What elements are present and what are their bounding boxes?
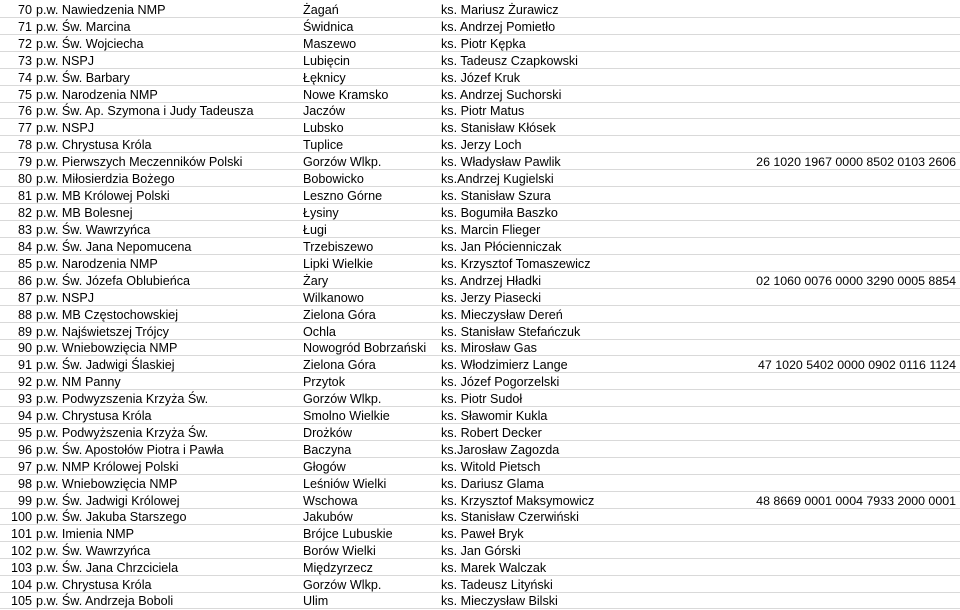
parish-name: p.w. Św. Jana Chrzciciela xyxy=(36,561,179,575)
priest-name: ks. Marcin Flieger xyxy=(441,223,541,237)
row-number: 77 xyxy=(17,121,32,135)
row-number: 97 xyxy=(17,460,32,474)
town-name: Drożków xyxy=(303,426,352,440)
row-number: 89 xyxy=(17,325,32,339)
row-number: 96 xyxy=(17,443,32,457)
parish-name: p.w. Najświetszej Trójcy xyxy=(36,325,169,339)
priest-name: ks. Stanisław Stefańczuk xyxy=(441,325,581,339)
town-name: Nowe Kramsko xyxy=(303,88,389,102)
row-divider xyxy=(0,220,960,221)
row-divider xyxy=(0,85,960,86)
row-number: 87 xyxy=(17,291,32,305)
row-number: 98 xyxy=(17,477,32,491)
parish-name: p.w. Św. Apostołów Piotra i Pawła xyxy=(36,443,224,457)
row-number: 73 xyxy=(17,54,32,68)
town-name: Gorzów Wlkp. xyxy=(303,578,382,592)
row-number: 90 xyxy=(17,341,32,355)
priest-name: ks. Jan Górski xyxy=(441,544,521,558)
row-divider xyxy=(0,288,960,289)
priest-name: ks. Krzysztof Tomaszewicz xyxy=(441,257,591,271)
row-number: 79 xyxy=(17,155,32,169)
priest-name: ks.Andrzej Kugielski xyxy=(441,172,554,186)
parish-name: p.w. NSPJ xyxy=(36,291,95,305)
row-number: 82 xyxy=(17,206,32,220)
parish-name: p.w. Św. Marcina xyxy=(36,20,131,34)
priest-name: ks. Tadeusz Lityński xyxy=(441,578,553,592)
row-divider xyxy=(0,203,960,204)
row-divider xyxy=(0,118,960,119)
row-divider xyxy=(0,608,960,609)
parish-name: p.w. Św. Wawrzyńca xyxy=(36,223,151,237)
row-divider xyxy=(0,474,960,475)
parish-name: p.w. Św. Jadwigi Królowej xyxy=(36,494,180,508)
parish-name: p.w. Wniebowzięcia NMP xyxy=(36,477,178,491)
town-name: Jaczów xyxy=(303,104,345,118)
row-number: 72 xyxy=(17,37,32,51)
priest-name: ks. Marek Walczak xyxy=(441,561,547,575)
row-number: 100 xyxy=(10,510,32,524)
row-divider xyxy=(0,237,960,238)
row-divider xyxy=(0,135,960,136)
priest-name: ks. Andrzej Pomietło xyxy=(441,20,556,34)
town-name: Leszno Górne xyxy=(303,189,383,203)
row-number: 86 xyxy=(17,274,32,288)
row-number: 75 xyxy=(17,88,32,102)
parish-name: p.w. NSPJ xyxy=(36,54,95,68)
row-divider xyxy=(0,372,960,373)
town-name: Lubsko xyxy=(303,121,344,135)
priest-name: ks. Piotr Sudoł xyxy=(441,392,523,406)
row-divider xyxy=(0,254,960,255)
row-divider xyxy=(0,51,960,52)
priest-name: ks. Robert Decker xyxy=(441,426,542,440)
town-name: Zielona Góra xyxy=(303,308,376,322)
row-number: 71 xyxy=(17,20,32,34)
row-divider xyxy=(0,271,960,272)
priest-name: ks.Jarosław Zagozda xyxy=(441,443,560,457)
row-number: 102 xyxy=(10,544,32,558)
parish-name: p.w. Pierwszych Meczenników Polski xyxy=(36,155,243,169)
row-divider xyxy=(0,169,960,170)
priest-name: ks. Dariusz Glama xyxy=(441,477,544,491)
row-number: 104 xyxy=(10,578,32,592)
parish-name: p.w. MB Częstochowskiej xyxy=(36,308,179,322)
priest-name: ks. Jerzy Piasecki xyxy=(441,291,542,305)
town-name: Trzebiszewo xyxy=(303,240,374,254)
parish-name: p.w. Nawiedzenia NMP xyxy=(36,3,166,17)
town-name: Smolno Wielkie xyxy=(303,409,390,423)
row-divider xyxy=(0,524,960,525)
parish-name: p.w. NM Panny xyxy=(36,375,121,389)
town-name: Ulim xyxy=(303,594,329,608)
town-name: Zielona Góra xyxy=(303,358,376,372)
town-name: Brójce Lubuskie xyxy=(303,527,393,541)
row-number: 83 xyxy=(17,223,32,237)
row-number: 94 xyxy=(17,409,32,423)
row-divider xyxy=(0,17,960,18)
town-name: Nowogród Bobrzański xyxy=(303,341,427,355)
priest-name: ks. Mariusz Żurawicz xyxy=(441,3,559,17)
priest-name: ks. Mirosław Gas xyxy=(441,341,537,355)
parish-name: p.w. NSPJ xyxy=(36,121,95,135)
parish-name: p.w. Św. Wojciecha xyxy=(36,37,144,51)
bank-account: 02 1060 0076 0000 3290 0005 8854 xyxy=(756,274,956,288)
town-name: Żary xyxy=(303,274,329,288)
row-number: 85 xyxy=(17,257,32,271)
town-name: Międzyrzecz xyxy=(303,561,373,575)
priest-name: ks. Włodzimierz Lange xyxy=(441,358,568,372)
parish-name: p.w. MB Bolesnej xyxy=(36,206,133,220)
parish-name: p.w. Św. Jana Nepomucena xyxy=(36,240,192,254)
row-number: 81 xyxy=(17,189,32,203)
parish-name: p.w. Podwyższenia Krzyża Św. xyxy=(36,426,209,440)
town-name: Baczyna xyxy=(303,443,352,457)
priest-name: ks. Piotr Kępka xyxy=(441,37,526,51)
priest-name: ks. Andrzej Hładki xyxy=(441,274,542,288)
priest-name: ks. Mieczysław Dereń xyxy=(441,308,563,322)
row-number: 76 xyxy=(17,104,32,118)
priest-name: ks. Stanisław Szura xyxy=(441,189,551,203)
row-number: 84 xyxy=(17,240,32,254)
town-name: Tuplice xyxy=(303,138,344,152)
priest-name: ks. Józef Kruk xyxy=(441,71,521,85)
row-divider xyxy=(0,558,960,559)
parish-name: p.w. Św. Jakuba Starszego xyxy=(36,510,187,524)
town-name: Lubięcin xyxy=(303,54,350,68)
town-name: Wilkanowo xyxy=(303,291,364,305)
parish-name: p.w. Św. Andrzeja Boboli xyxy=(36,594,174,608)
town-name: Wschowa xyxy=(303,494,358,508)
row-divider xyxy=(0,305,960,306)
parish-name: p.w. Narodzenia NMP xyxy=(36,257,158,271)
town-name: Ochla xyxy=(303,325,336,339)
priest-name: ks. Mieczysław Bilski xyxy=(441,594,558,608)
row-divider xyxy=(0,34,960,35)
parish-name: p.w. Miłosierdzia Bożego xyxy=(36,172,175,186)
row-number: 88 xyxy=(17,308,32,322)
priest-name: ks. Tadeusz Czapkowski xyxy=(441,54,578,68)
parish-name: p.w. Chrystusa Króla xyxy=(36,409,152,423)
row-divider xyxy=(0,491,960,492)
town-name: Przytok xyxy=(303,375,345,389)
row-divider xyxy=(0,68,960,69)
row-divider xyxy=(0,322,960,323)
row-number: 93 xyxy=(17,392,32,406)
town-name: Jakubów xyxy=(303,510,353,524)
town-name: Borów Wielki xyxy=(303,544,376,558)
town-name: Lipki Wielkie xyxy=(303,257,373,271)
parish-name: p.w. Św. Jadwigi Ślaskiej xyxy=(36,358,175,372)
priest-name: ks. Jerzy Loch xyxy=(441,138,522,152)
row-divider xyxy=(0,541,960,542)
priest-name: ks. Bogumiła Baszko xyxy=(441,206,558,220)
bank-account: 47 1020 5402 0000 0902 0116 1124 xyxy=(758,358,956,372)
row-number: 91 xyxy=(17,358,32,372)
town-name: Maszewo xyxy=(303,37,357,51)
parish-name: p.w. Imienia NMP xyxy=(36,527,134,541)
parish-name: p.w. Św. Wawrzyńca xyxy=(36,544,151,558)
parish-name: p.w. NMP Królowej Polski xyxy=(36,460,179,474)
row-number: 92 xyxy=(17,375,32,389)
row-number: 80 xyxy=(17,172,32,186)
parish-name: p.w. Św. Józefa Oblubieńca xyxy=(36,274,191,288)
priest-name: ks. Witold Pietsch xyxy=(441,460,541,474)
priest-name: ks. Andrzej Suchorski xyxy=(441,88,562,102)
bank-account: 26 1020 1967 0000 8502 0103 2606 xyxy=(756,155,956,169)
row-divider xyxy=(0,457,960,458)
row-divider xyxy=(0,440,960,441)
town-name: Bobowicko xyxy=(303,172,364,186)
row-divider xyxy=(0,406,960,407)
priest-name: ks. Józef Pogorzelski xyxy=(441,375,560,389)
row-divider xyxy=(0,355,960,356)
town-name: Żagań xyxy=(303,3,339,17)
town-name: Leśniów Wielki xyxy=(303,477,387,491)
row-divider xyxy=(0,423,960,424)
parish-name: p.w. Podwyzszenia Krzyża Św. xyxy=(36,392,209,406)
row-number: 78 xyxy=(17,138,32,152)
priest-name: ks. Paweł Bryk xyxy=(441,527,524,541)
parish-name: p.w. Wniebowzięcia NMP xyxy=(36,341,178,355)
row-divider xyxy=(0,152,960,153)
parish-name: p.w. Chrystusa Króla xyxy=(36,138,152,152)
row-number: 101 xyxy=(10,527,32,541)
town-name: Gorzów Wlkp. xyxy=(303,392,382,406)
row-number: 105 xyxy=(10,594,32,608)
town-name: Łysiny xyxy=(303,206,339,220)
parish-name: p.w. Chrystusa Króla xyxy=(36,578,152,592)
parish-name: p.w. Narodzenia NMP xyxy=(36,88,158,102)
priest-name: ks. Jan Płócienniczak xyxy=(441,240,562,254)
row-number: 70 xyxy=(17,3,32,17)
row-divider xyxy=(0,389,960,390)
town-name: Głogów xyxy=(303,460,346,474)
bank-account: 48 8669 0001 0004 7933 2000 0001 xyxy=(756,494,956,508)
town-name: Świdnica xyxy=(303,20,354,34)
town-name: Łęknicy xyxy=(303,71,346,85)
priest-name: ks. Krzysztof Maksymowicz xyxy=(441,494,595,508)
row-divider xyxy=(0,575,960,576)
priest-name: ks. Piotr Matus xyxy=(441,104,525,118)
town-name: Gorzów Wlkp. xyxy=(303,155,382,169)
row-number: 95 xyxy=(17,426,32,440)
row-number: 103 xyxy=(10,561,32,575)
priest-name: ks. Stanisław Czerwiński xyxy=(441,510,579,524)
priest-name: ks. Sławomir Kukla xyxy=(441,409,548,423)
parish-name: p.w. Św. Barbary xyxy=(36,71,130,85)
parish-name: p.w. MB Królowej Polski xyxy=(36,189,170,203)
row-divider xyxy=(0,186,960,187)
parish-name: p.w. Św. Ap. Szymona i Judy Tadeusza xyxy=(36,104,254,118)
priest-name: ks. Władysław Pawlik xyxy=(441,155,561,169)
row-number: 74 xyxy=(17,71,32,85)
row-number: 99 xyxy=(17,494,32,508)
priest-name: ks. Stanisław Kłósek xyxy=(441,121,556,135)
town-name: Ługi xyxy=(303,223,327,237)
